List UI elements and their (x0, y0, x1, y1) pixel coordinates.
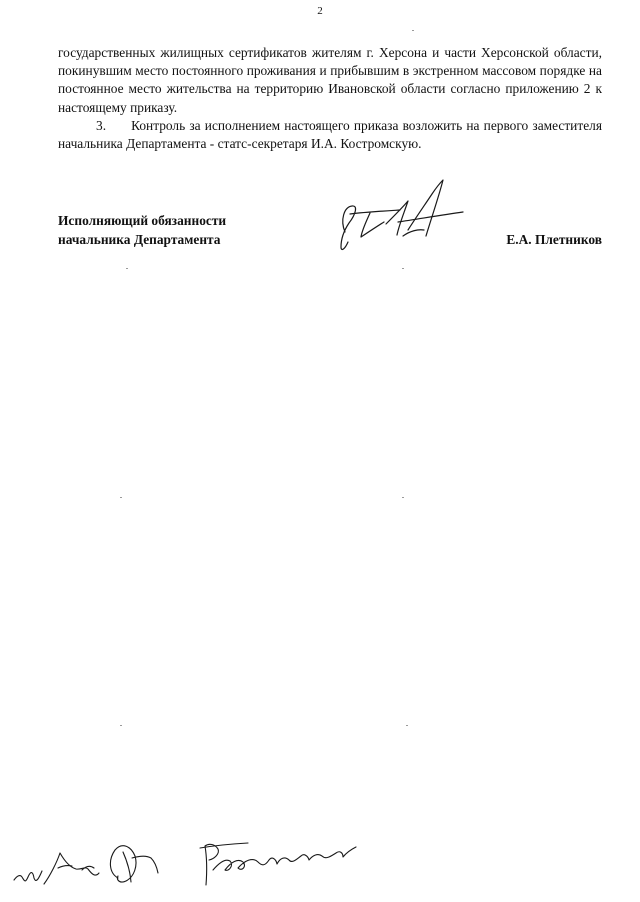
signatory-title-line-1: Исполняющий обязанности (58, 213, 227, 228)
page-number: 2 (317, 5, 323, 17)
paragraph-continuation: государственных жилищных сертификатов жителям г. Херсона и части Херсонской области, покинувшим место постоянного проживания и прибывшим в экстренном массовом порядке на постоянное место жительства на территорию Ивановской области согласно приложению 2 к настоящему приказу. (58, 45, 602, 115)
scan-speck (120, 497, 122, 498)
signatory-name: Е.А. Плетников (506, 232, 602, 247)
scan-speck (126, 268, 128, 269)
approval-initials (14, 843, 356, 885)
paragraph-3-number: 3. (96, 117, 107, 133)
main-signature (341, 180, 463, 249)
scan-speck (406, 725, 408, 726)
scan-speck (120, 725, 122, 726)
paragraph-3-text: Контроль за исполнением настоящего приказа возложить на первого заместителя начальника Департамента - статс-секретаря И.А. Костромскую. (58, 117, 602, 152)
scan-speck (402, 268, 404, 269)
scan-speck (412, 30, 414, 31)
signatory-title-line-2: начальника Департамента (58, 232, 221, 247)
scan-speck (402, 497, 404, 498)
